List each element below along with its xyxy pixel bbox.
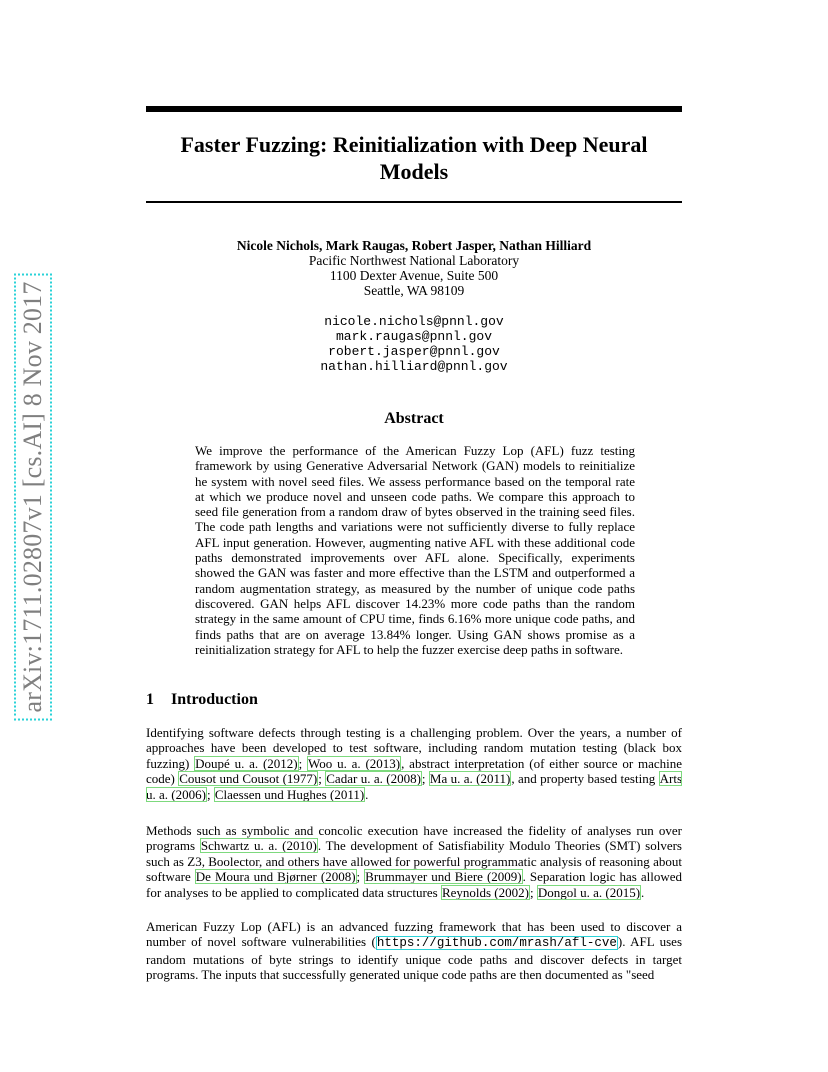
citation-link[interactable]: Woo u. a. (2013) (308, 755, 401, 771)
citation-link[interactable]: Cadar u. a. (2008) (326, 771, 421, 787)
citation-link[interactable]: Doupé u. a. (2012) (195, 755, 298, 771)
author-email: mark.raugas@pnnl.gov (335, 329, 493, 344)
body-text: ; (529, 884, 537, 900)
author-block (146, 238, 682, 298)
citation-link[interactable]: De Moura und Bjørner (2008) (195, 869, 356, 885)
body-text: American Fuzzy Lop (AFL) is an advanced fuzzing framework that has been used to discover a number of novel software vulnerabilities ( (146, 919, 682, 950)
body-text: . (641, 884, 645, 900)
title-rule-bottom (146, 201, 682, 203)
intro-paragraph-1 (146, 725, 682, 802)
url-link[interactable]: https://github.com/mrash/afl-cve (376, 936, 617, 951)
paper-title: Faster Fuzzing: Reinitialization with Deep Neural Models (180, 132, 648, 184)
body-text: , abstract interpretation (of either source or machine code) (146, 755, 682, 787)
author-email: nathan.hilliard@pnnl.gov (320, 359, 508, 374)
body-text: , and property based testing (511, 771, 659, 787)
author-email: robert.jasper@pnnl.gov (328, 344, 500, 359)
body-text: . (365, 786, 369, 802)
title-rule-top (146, 106, 682, 112)
body-text: ; (298, 755, 308, 771)
author-names: Nicole Nichols, Mark Raugas, Robert Jasper, Nathan Hilliard (236, 238, 592, 253)
address-city: Seattle, WA 98109 (363, 283, 465, 298)
body-text: . The development of Satisfiability Modulo Theories (SMT) solvers such as Z3, Boolector, and others have allowed for powerful programmatic analysis of reasoning about software (146, 838, 682, 885)
body-text: Methods such as symbolic and concolic execution have increased the fidelity of analyses run over programs (146, 823, 682, 854)
body-text: ; (356, 869, 365, 885)
address-street: 1100 Dexter Avenue, Suite 500 (329, 268, 499, 283)
arxiv-stamp[interactable] (7, 264, 59, 730)
affiliation: Pacific Northwest National Laboratory (308, 253, 520, 268)
section-heading (146, 691, 682, 709)
body-text: ). AFL uses random mutations of byte strings to identify unique code paths and discover defects in target programs. The inputs that successfully generated unique code paths are then documented as "seed (146, 934, 682, 983)
citation-link[interactable]: Ma u. a. (2011) (429, 771, 511, 787)
intro-paragraph-2 (146, 823, 682, 900)
citation-link[interactable]: Claessen und Hughes (2011) (214, 786, 365, 802)
body-text: ; (318, 771, 326, 787)
citation-link[interactable]: Schwartz u. a. (2010) (200, 838, 317, 854)
section-number: 1 (146, 691, 154, 708)
email-list (146, 314, 682, 374)
body-text: ; (206, 786, 214, 802)
citation-link[interactable]: Brummayer und Biere (2009) (365, 869, 522, 885)
body-text: Identifying software defects through testing is a challenging problem. Over the years, a number of approaches have been developed to test software, including random mutation testing (black box fuzzing) (146, 725, 682, 771)
citation-link[interactable]: Dongol u. a. (2015) (537, 884, 641, 900)
intro-paragraph-3 (146, 919, 682, 983)
citation-link[interactable]: Reynolds (2002) (441, 884, 529, 900)
body-text: . Separation logic has allowed for analyses to be applied to complicated data structures (146, 869, 683, 900)
abstract-heading: Abstract (384, 410, 444, 427)
abstract-text: We improve the performance of the American Fuzzy Lop (AFL) fuzz testing framework by using Generative Adversarial Network (GAN) models to reinitialize he system with novel seed files. We assess performance based on the temporal rate at which we produce novel and unseen code paths. We compare this approach to seed file generation from a random draw of bytes observed in the training seed files. The code path lengths and variations were not sufficiently diverse to fully replace AFL input generation. However, augmenting native AFL with these additional code paths demonstrated improvements over AFL alone. Specifically, experiments showed the GAN was faster and more effective than the LSTM and outperformed a random augmentation strategy, as measured by the number of unique code paths discovered. GAN helps AFL discover 14.23% more code paths than the random strategy in the same amount of CPU time, finds 6.16% more unique code paths, and finds paths that are on average 13.84% longer. Using GAN shows promise as a reinitialization strategy for AFL to help the fuzzer exercise deep paths in software. (195, 443, 635, 657)
author-email: nicole.nichols@pnnl.gov (324, 314, 504, 329)
body-text: ; (421, 771, 429, 787)
arxiv-identifier[interactable]: arXiv:1711.02807v1 [cs.AI] 8 Nov 2017 (14, 273, 52, 720)
citation-link[interactable]: Cousot und Cousot (1977) (179, 771, 318, 787)
citation-link[interactable]: Arts u. a. (2006) (146, 771, 682, 802)
section-title: Introduction (171, 691, 258, 708)
